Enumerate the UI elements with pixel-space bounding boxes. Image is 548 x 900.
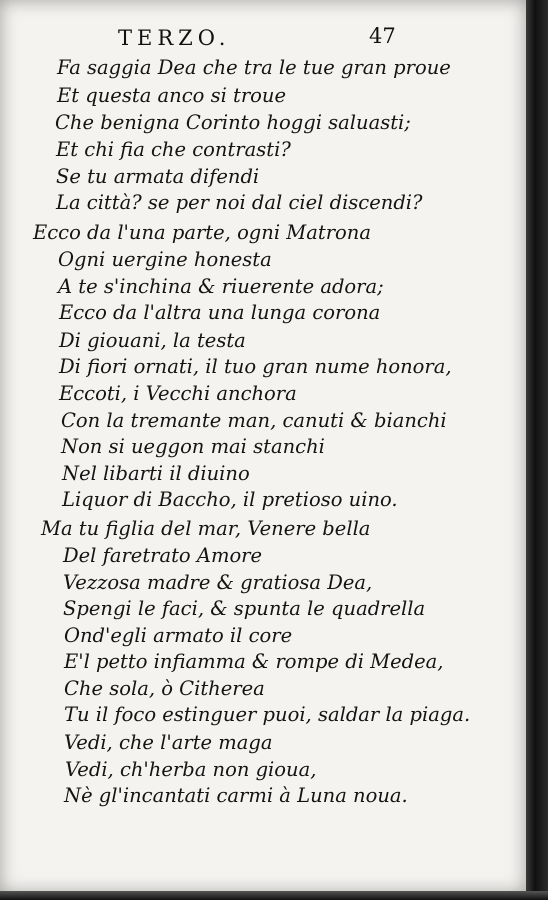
- verse-line: Nè gl'incantati carmi à Luna noua.: [64, 784, 408, 807]
- verse-line: Ond'egli armato il core: [64, 624, 293, 647]
- running-head: TERZO.: [118, 26, 231, 50]
- verse-line: Vedi, che l'arte maga: [64, 731, 273, 754]
- page-bottom-edge: [0, 891, 548, 900]
- verse-line: Se tu armata difendi: [56, 165, 260, 188]
- verse-line: A te s'inchina & riuerente adora;: [58, 275, 384, 298]
- verse-line: Nel libarti il diuino: [62, 462, 250, 485]
- verse-line: Vezzosa madre & gratiosa Dea,: [63, 571, 373, 594]
- verse-line: Ecco da l'una parte, ogni Matrona: [33, 221, 371, 244]
- page-number: 47: [369, 24, 396, 48]
- verse-line: Di fiori ornati, il tuo gran nume honora,: [59, 355, 452, 378]
- verse-line: Liquor di Baccho, il pretioso uino.: [62, 488, 398, 511]
- verse-line: Che sola, ò Citherea: [64, 677, 265, 700]
- verse-line: Ma tu figlia del mar, Venere bella: [41, 517, 371, 540]
- verse-line: Tu il foco estinguer puoi, saldar la piaga.: [64, 703, 471, 726]
- verse-line: Fa saggia Dea che tra le tue gran proue: [57, 56, 451, 79]
- verse-line: Et chi fia che contrasti?: [56, 138, 291, 161]
- verse-line: Non si ueggon mai stanchi: [61, 435, 325, 458]
- verse-line: Spengi le faci, & spunta le quadrella: [63, 597, 426, 620]
- book-spine-edge: [526, 0, 548, 900]
- verse-line: Eccoti, i Vecchi anchora: [59, 382, 297, 405]
- verse-line: Vedi, ch'herba non gioua,: [65, 758, 317, 781]
- verse-line: Et questa anco si troue: [57, 84, 287, 107]
- verse-line: Di giouani, la testa: [59, 329, 246, 352]
- verse-line: La città? se per noi dal ciel discendi?: [56, 191, 423, 214]
- verse-line: E'l petto infiamma & rompe di Medea,: [64, 650, 444, 673]
- verse-line: Ecco da l'altra una lunga corona: [59, 301, 381, 324]
- verse-line: Ogni uergine honesta: [58, 248, 272, 271]
- verse-line: Che benigna Corinto hoggi saluasti;: [55, 111, 411, 134]
- verse-line: Del faretrato Amore: [63, 544, 263, 567]
- verse-line: Con la tremante man, canuti & bianchi: [61, 409, 447, 432]
